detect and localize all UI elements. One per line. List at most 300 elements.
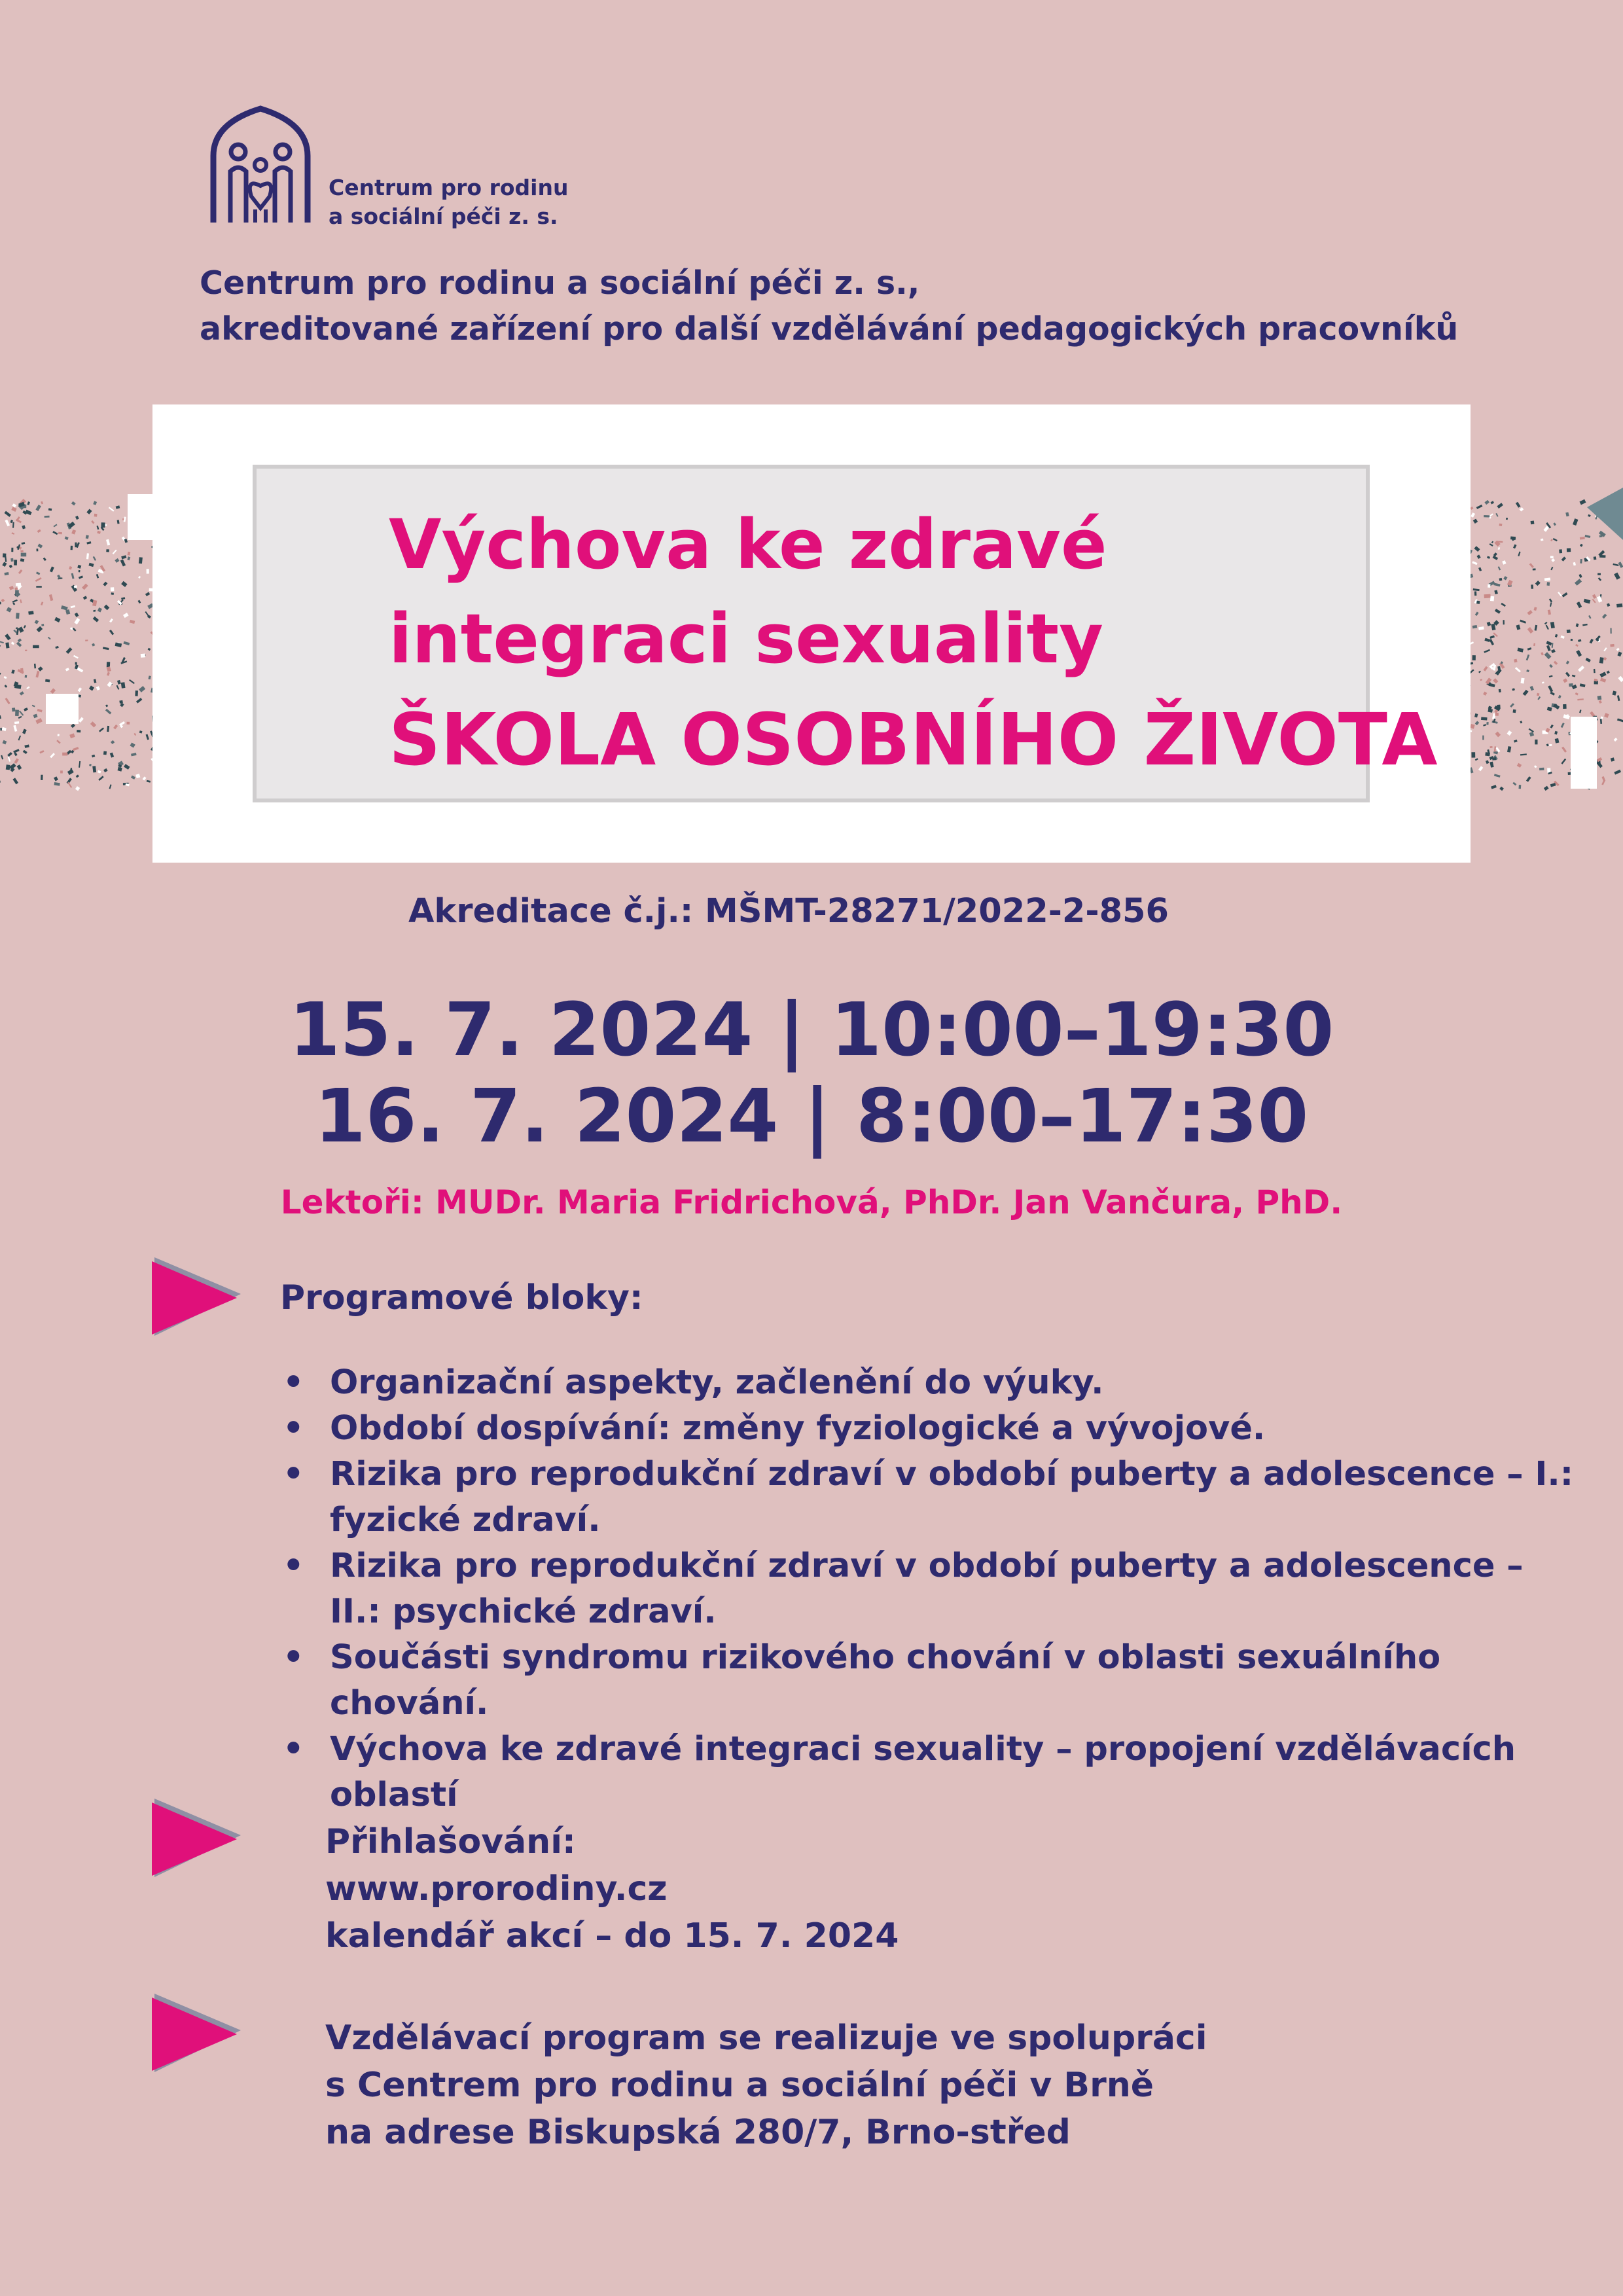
confetti-piece xyxy=(41,501,43,505)
confetti-piece xyxy=(1503,576,1507,580)
confetti-piece xyxy=(1612,691,1616,695)
confetti-piece xyxy=(115,643,122,647)
confetti-piece xyxy=(146,734,149,740)
confetti-piece xyxy=(1483,666,1488,672)
confetti-piece xyxy=(94,679,97,683)
confetti-piece xyxy=(1578,574,1582,578)
confetti-piece xyxy=(1,755,3,760)
confetti-piece xyxy=(1597,696,1602,700)
logo-text-line1: Centrum pro rodinu xyxy=(329,175,569,200)
confetti-piece xyxy=(48,637,51,640)
confetti-piece xyxy=(126,722,130,725)
confetti-piece xyxy=(1559,549,1562,553)
confetti-piece xyxy=(1599,700,1602,704)
confetti-piece xyxy=(1618,562,1623,568)
confetti-piece xyxy=(1489,683,1495,688)
confetti-piece xyxy=(104,605,110,611)
confetti-piece xyxy=(1488,584,1490,588)
registration-link[interactable]: www.prorodiny.cz xyxy=(325,1869,668,1909)
confetti-piece xyxy=(1594,556,1597,560)
confetti-piece xyxy=(0,602,1,605)
confetti-piece xyxy=(15,590,19,594)
confetti-piece xyxy=(37,626,43,632)
list-item: • Období dospívání: změny fyziologické a vývojové. xyxy=(281,1406,1577,1452)
confetti-piece xyxy=(1597,573,1601,575)
confetti-piece xyxy=(65,668,69,671)
confetti-piece xyxy=(1571,639,1573,641)
confetti-piece xyxy=(1544,622,1548,624)
confetti-piece xyxy=(1518,552,1520,557)
confetti-piece xyxy=(1526,655,1530,660)
confetti-piece xyxy=(21,553,27,557)
confetti-piece xyxy=(1544,786,1549,791)
confetti-piece xyxy=(12,778,18,784)
confetti-piece xyxy=(1531,584,1533,589)
confetti-piece xyxy=(1523,690,1529,696)
confetti-piece xyxy=(110,753,114,758)
confetti-piece xyxy=(1539,768,1544,770)
confetti-piece xyxy=(125,783,129,787)
confetti-piece xyxy=(1573,518,1578,526)
confetti-piece xyxy=(4,572,9,575)
confetti-piece xyxy=(1586,658,1591,662)
confetti-piece xyxy=(1520,678,1524,684)
confetti-piece xyxy=(1558,695,1561,699)
confetti-piece xyxy=(111,592,114,595)
confetti-piece xyxy=(83,596,87,600)
confetti-piece xyxy=(7,752,12,757)
confetti-piece xyxy=(5,685,8,688)
confetti-piece xyxy=(12,602,15,605)
confetti-piece xyxy=(14,758,18,764)
confetti-piece xyxy=(1561,747,1567,753)
confetti-piece xyxy=(1550,602,1552,607)
date-day1: 15. 7. 2024 | 10:00–19:30 xyxy=(289,988,1334,1073)
confetti-piece xyxy=(55,646,58,649)
confetti-piece xyxy=(1614,738,1618,742)
confetti-piece xyxy=(1516,502,1521,508)
confetti-piece xyxy=(1474,591,1477,596)
confetti-piece xyxy=(14,753,17,757)
confetti-piece xyxy=(58,734,60,736)
confetti-piece xyxy=(1617,719,1623,723)
confetti-piece xyxy=(139,686,145,692)
confetti-piece xyxy=(23,750,27,754)
confetti-piece xyxy=(73,655,79,659)
confetti-piece xyxy=(131,776,135,780)
confetti-piece xyxy=(103,751,107,755)
confetti-piece xyxy=(123,641,130,645)
confetti-piece xyxy=(0,641,4,643)
confetti-piece xyxy=(1576,650,1582,656)
confetti-piece xyxy=(11,507,16,512)
confetti-piece xyxy=(1563,678,1567,683)
confetti-piece xyxy=(138,600,141,604)
confetti-piece xyxy=(106,539,110,546)
cooperation-info xyxy=(325,2015,1207,2156)
confetti-piece xyxy=(1499,578,1502,581)
confetti-piece xyxy=(107,666,111,672)
confetti-piece xyxy=(113,725,118,729)
accreditation-number: Akreditace č.j.: MŠMT-28271/2022-2-856 xyxy=(408,892,1169,931)
confetti-piece xyxy=(121,581,127,587)
confetti-piece xyxy=(9,586,14,590)
confetti-piece xyxy=(85,639,88,641)
confetti-piece xyxy=(1472,625,1478,628)
confetti-piece xyxy=(1542,681,1544,683)
confetti-piece xyxy=(136,698,142,704)
confetti-piece xyxy=(1495,513,1498,517)
confetti-piece xyxy=(1513,709,1516,713)
confetti-piece xyxy=(1486,760,1489,764)
confetti-piece xyxy=(1489,636,1495,639)
confetti-piece xyxy=(1550,539,1553,541)
lecturers: Lektoři: MUDr. Maria Fridrichová, PhDr. Jan Vančura, PhD. xyxy=(280,1183,1343,1221)
confetti-piece xyxy=(1526,670,1529,672)
confetti-piece xyxy=(1597,596,1602,603)
course-title-line2: integraci sexuality xyxy=(389,599,1103,679)
confetti-piece xyxy=(45,516,50,518)
confetti-piece xyxy=(2,562,7,567)
confetti-piece xyxy=(18,626,24,632)
confetti-piece xyxy=(147,569,149,573)
confetti-piece xyxy=(1550,783,1556,787)
confetti-piece xyxy=(34,664,36,668)
confetti-piece xyxy=(1497,503,1503,509)
list-item: • Součásti syndromu rizikového chování v oblasti sexuálního chování. xyxy=(281,1635,1577,1727)
confetti-piece xyxy=(1473,588,1480,591)
date-day2: 16. 7. 2024 | 8:00–17:30 xyxy=(314,1074,1309,1159)
cooperation-line3: na adrese Biskupská 280/7, Brno-střed xyxy=(325,2113,1071,2152)
confetti-piece xyxy=(54,776,58,781)
confetti-piece xyxy=(14,721,19,724)
list-item: • Organizační aspekty, začlenění do výuky. xyxy=(281,1360,1577,1406)
confetti-piece xyxy=(1520,721,1522,723)
confetti-piece xyxy=(52,531,58,535)
organization-logo xyxy=(208,105,601,229)
confetti-piece xyxy=(1617,695,1620,701)
cooperation-line1: Vzdělávací program se realizuje ve spolupráci xyxy=(325,2018,1207,2058)
confetti-piece xyxy=(117,680,121,685)
confetti-piece xyxy=(1599,657,1604,664)
confetti-piece xyxy=(147,780,151,783)
list-item: • Výchova ke zdravé integraci sexuality – propojení vzdělávacích oblastí xyxy=(281,1727,1577,1818)
confetti-piece xyxy=(91,520,94,524)
confetti-piece xyxy=(1580,559,1582,564)
confetti-piece xyxy=(86,535,89,539)
confetti-piece xyxy=(1561,759,1566,764)
confetti-piece xyxy=(75,613,79,617)
confetti-piece xyxy=(109,507,115,511)
registration-info xyxy=(325,1818,899,1960)
confetti-piece xyxy=(1575,579,1582,586)
confetti-piece xyxy=(124,764,130,770)
confetti-piece xyxy=(1478,626,1484,630)
confetti-piece xyxy=(139,730,143,733)
confetti-piece xyxy=(35,505,41,511)
confetti-piece xyxy=(75,516,79,520)
triangle-arrow-icon xyxy=(152,1253,243,1338)
confetti-piece xyxy=(82,584,88,590)
confetti-piece xyxy=(1534,765,1537,768)
confetti-piece xyxy=(4,676,7,679)
confetti-piece xyxy=(37,548,39,551)
confetti-piece xyxy=(107,726,109,732)
confetti-piece xyxy=(1487,556,1490,558)
confetti-piece xyxy=(1580,544,1583,547)
confetti-piece xyxy=(36,571,40,575)
confetti-piece xyxy=(1484,638,1490,643)
confetti-piece xyxy=(41,775,43,780)
confetti-piece xyxy=(1529,728,1534,732)
confetti-piece xyxy=(1484,594,1491,598)
confetti-piece xyxy=(1481,717,1488,721)
confetti-piece xyxy=(1555,634,1558,637)
confetti-piece xyxy=(1550,556,1554,558)
confetti-piece xyxy=(1576,623,1579,627)
confetti-piece xyxy=(71,501,76,506)
confetti-piece xyxy=(49,594,53,601)
confetti-piece xyxy=(17,764,22,770)
confetti-piece xyxy=(1546,582,1550,586)
confetti-piece xyxy=(69,733,75,738)
confetti-piece xyxy=(94,514,98,517)
confetti-piece xyxy=(1471,752,1475,757)
course-title xyxy=(389,497,1107,686)
confetti-piece xyxy=(1535,581,1541,586)
confetti-piece xyxy=(96,686,100,691)
confetti-piece xyxy=(71,723,75,728)
confetti-piece xyxy=(1543,526,1549,531)
confetti-piece xyxy=(1489,543,1493,547)
confetti-piece xyxy=(0,715,1,719)
confetti-piece xyxy=(1517,763,1522,768)
confetti-piece xyxy=(1529,732,1534,736)
confetti-piece xyxy=(21,542,25,545)
confetti-piece xyxy=(1555,738,1560,744)
confetti-piece xyxy=(1526,776,1531,782)
program-heading: Programové bloky: xyxy=(280,1278,643,1318)
confetti-piece xyxy=(121,555,126,559)
confetti-piece xyxy=(1487,622,1491,626)
confetti-piece xyxy=(1577,601,1582,608)
confetti-piece xyxy=(71,573,75,579)
confetti-piece xyxy=(1527,647,1532,651)
confetti-piece xyxy=(65,536,69,540)
confetti-piece xyxy=(1550,622,1555,628)
confetti-piece xyxy=(1535,740,1537,745)
confetti-piece xyxy=(41,624,44,626)
confetti-piece xyxy=(50,566,54,572)
confetti-piece xyxy=(77,565,81,569)
confetti-piece xyxy=(11,548,13,552)
confetti-piece xyxy=(1588,514,1591,517)
confetti-piece xyxy=(58,532,62,534)
confetti-piece xyxy=(5,520,10,526)
confetti-piece xyxy=(92,755,95,757)
confetti-piece xyxy=(138,576,141,579)
confetti-piece xyxy=(67,782,72,788)
confetti-piece xyxy=(1485,752,1490,756)
confetti-piece xyxy=(139,557,143,564)
confetti-piece xyxy=(28,611,33,615)
confetti-piece xyxy=(1551,558,1555,562)
registration-deadline: kalendář akcí – do 15. 7. 2024 xyxy=(325,1916,899,1956)
confetti-piece xyxy=(1541,652,1544,655)
confetti-piece xyxy=(1580,683,1586,687)
confetti-piece xyxy=(1550,725,1554,728)
confetti-piece xyxy=(1544,578,1550,581)
confetti-piece xyxy=(27,501,30,505)
confetti-piece xyxy=(1611,757,1614,761)
confetti-piece xyxy=(1565,512,1569,516)
confetti-piece xyxy=(1554,731,1558,735)
confetti-piece xyxy=(1484,515,1489,518)
course-dates xyxy=(0,987,1623,1160)
confetti-piece xyxy=(18,638,22,642)
confetti-piece xyxy=(1553,538,1558,541)
confetti-piece xyxy=(50,753,55,758)
confetti-piece xyxy=(111,740,115,744)
confetti-piece xyxy=(99,727,104,732)
organization-heading xyxy=(200,260,1458,352)
confetti-piece xyxy=(1541,539,1544,541)
confetti-piece xyxy=(148,648,151,651)
confetti-piece xyxy=(11,641,14,645)
logo-wordmark xyxy=(329,173,568,231)
confetti-piece xyxy=(1600,719,1602,724)
confetti-piece xyxy=(1473,519,1478,524)
course-subtitle: ŠKOLA OSOBNÍHO ŽIVOTA xyxy=(389,698,1438,781)
confetti-piece xyxy=(96,574,99,579)
confetti-piece xyxy=(1553,522,1556,526)
confetti-piece xyxy=(1495,609,1501,614)
confetti-piece xyxy=(32,705,35,708)
confetti-piece xyxy=(105,709,111,715)
confetti-piece xyxy=(123,613,129,618)
confetti-piece xyxy=(98,607,102,612)
confetti-piece xyxy=(121,597,125,600)
confetti-piece xyxy=(1498,566,1501,570)
confetti-piece xyxy=(86,509,92,514)
confetti-piece xyxy=(1475,758,1478,761)
confetti-piece xyxy=(25,675,27,678)
confetti-piece xyxy=(1533,607,1537,611)
confetti-piece xyxy=(1585,535,1591,538)
confetti-piece xyxy=(18,736,21,741)
confetti-piece xyxy=(1572,675,1576,677)
confetti-piece xyxy=(1502,560,1506,565)
confetti-piece xyxy=(1478,766,1483,771)
confetti-piece xyxy=(129,679,135,684)
confetti-piece xyxy=(148,675,151,679)
confetti-piece xyxy=(3,740,7,745)
confetti-piece xyxy=(1614,573,1620,580)
confetti-piece xyxy=(1604,713,1609,718)
confetti-piece xyxy=(135,691,138,696)
confetti-piece xyxy=(24,744,29,747)
confetti-piece xyxy=(141,654,145,658)
confetti-piece xyxy=(16,583,21,586)
confetti-piece xyxy=(20,600,22,603)
confetti-piece xyxy=(1483,692,1487,696)
confetti-piece xyxy=(101,522,105,528)
confetti-piece xyxy=(7,607,12,612)
confetti-piece xyxy=(24,625,26,628)
confetti-piece xyxy=(74,618,80,624)
confetti-piece xyxy=(1475,721,1480,725)
confetti-piece xyxy=(113,550,117,554)
confetti-piece xyxy=(2,727,7,731)
confetti-piece xyxy=(71,546,73,550)
confetti-piece xyxy=(54,617,60,622)
confetti-piece xyxy=(96,526,99,529)
confetti-piece xyxy=(1484,500,1489,505)
confetti-piece xyxy=(75,662,77,665)
confetti-piece xyxy=(98,776,103,781)
confetti-piece xyxy=(48,508,52,511)
organization-name: Centrum pro rodinu a sociální péči z. s., xyxy=(200,264,920,302)
confetti-piece xyxy=(1512,782,1516,786)
confetti-piece xyxy=(75,786,80,791)
confetti-piece xyxy=(1495,732,1501,738)
confetti-piece xyxy=(20,550,24,552)
confetti-piece xyxy=(20,558,25,562)
confetti-piece xyxy=(35,718,43,724)
confetti-piece xyxy=(41,601,43,605)
confetti-piece xyxy=(115,558,119,563)
confetti-piece xyxy=(134,733,136,736)
confetti-piece xyxy=(78,687,82,692)
organization-accreditation-note: akreditované zařízení pro další vzdělávání pedagogických pracovníků xyxy=(200,310,1459,348)
confetti-piece xyxy=(1494,774,1501,777)
confetti-piece xyxy=(13,725,17,732)
confetti-piece xyxy=(79,717,84,723)
confetti-piece xyxy=(1499,787,1504,791)
confetti-piece xyxy=(145,592,150,597)
confetti-piece xyxy=(16,613,20,619)
confetti-piece xyxy=(1498,547,1500,550)
confetti-piece xyxy=(93,610,96,612)
triangle-arrow-icon xyxy=(152,1795,243,1880)
confetti-piece xyxy=(1590,639,1594,644)
confetti-piece xyxy=(36,586,42,588)
confetti-piece xyxy=(90,721,96,727)
confetti-piece xyxy=(13,749,20,753)
confetti-piece xyxy=(0,645,1,649)
confetti-piece xyxy=(1566,660,1569,664)
confetti-piece xyxy=(5,511,11,517)
confetti-piece xyxy=(128,494,154,540)
confetti-piece xyxy=(1512,688,1515,691)
confetti-piece xyxy=(5,556,7,562)
confetti-piece xyxy=(1602,776,1606,781)
confetti-piece xyxy=(1501,603,1506,607)
confetti-piece xyxy=(1618,676,1623,682)
confetti-piece xyxy=(79,575,83,579)
confetti-piece xyxy=(116,685,120,690)
confetti-piece xyxy=(1577,698,1584,700)
confetti-piece xyxy=(1527,627,1533,634)
confetti-piece xyxy=(1565,672,1570,677)
confetti-piece xyxy=(1531,521,1535,525)
confetti-piece xyxy=(1517,648,1524,653)
confetti-piece xyxy=(1482,736,1484,740)
confetti-piece xyxy=(76,774,79,778)
confetti-piece xyxy=(1546,744,1549,746)
confetti-piece xyxy=(1494,746,1496,752)
confetti-piece xyxy=(60,770,63,773)
